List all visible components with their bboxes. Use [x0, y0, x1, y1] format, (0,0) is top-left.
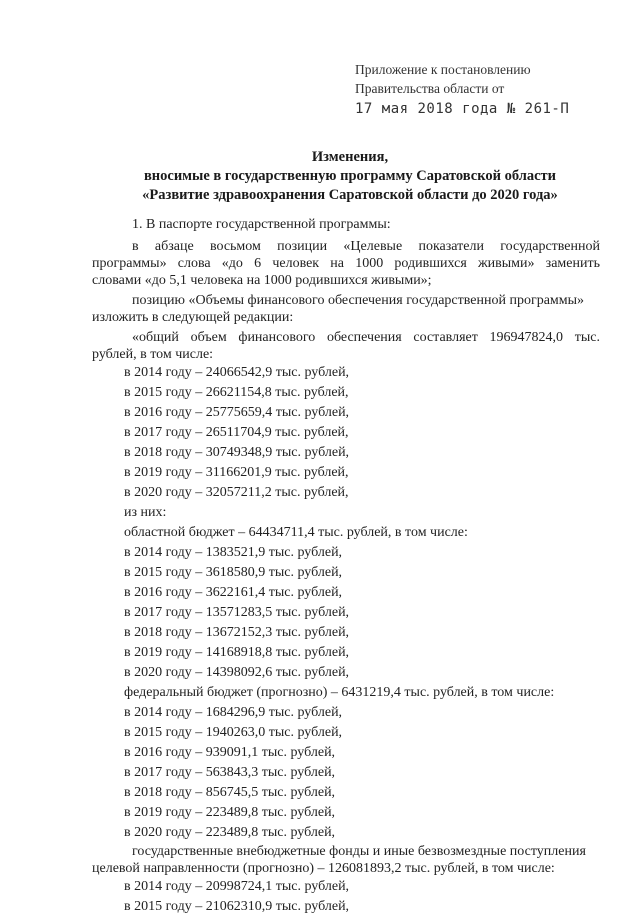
document-title	[60, 148, 640, 205]
title-line-3: «Развитие здравоохранения Саратовской области до 2020 года»	[142, 187, 558, 203]
paragraph-line: целевой направленности (прогнозно) – 126081893,2 тыс. рублей, в том числе:	[92, 861, 555, 876]
list-item: в 2015 году – 21062310,9 тыс. рублей,	[124, 899, 350, 914]
paragraph-line: позицию «Объемы финансового обеспечения государственной программы»	[132, 293, 585, 308]
title-line-2: вносимые в государственную программу Саратовской области	[143, 168, 557, 184]
list-item: в 2017 году – 13571283,5 тыс. рублей,	[124, 605, 350, 620]
list-item: в 2017 году – 26511704,9 тыс. рублей,	[124, 425, 349, 440]
list-item: в 2014 году – 20998724,1 тыс. рублей,	[124, 879, 350, 894]
list-item: в 2016 году – 25775659,4 тыс. рублей,	[124, 405, 350, 420]
list-item: в 2015 году – 26621154,8 тыс. рублей,	[124, 385, 349, 400]
list-item: в 2019 году – 223489,8 тыс. рублей,	[124, 805, 336, 820]
appendix-decree-line: 17 мая 2018 года № 261-П	[355, 101, 570, 117]
paragraph-line: программы» слова «до 6 человек на 1000 родившихся живыми» заменить	[92, 256, 600, 271]
paragraph-line: в абзаце восьмом позиции «Целевые показатели государственной	[132, 239, 600, 254]
paragraph-line: «общий объем финансового обеспечения составляет 196947824,0 тыс.	[132, 330, 600, 345]
appendix-line-2: Правительства области от	[355, 81, 505, 96]
paragraph-line: изложить в следующей редакции:	[92, 310, 294, 325]
appendix-line-1: Приложение к постановлению	[355, 62, 531, 77]
list-item: в 2015 году – 3618580,9 тыс. рублей,	[124, 565, 343, 580]
appendix-header	[355, 60, 569, 119]
list-item: в 2020 году – 32057211,2 тыс. рублей,	[124, 485, 349, 500]
list-item: в 2014 году – 1383521,9 тыс. рублей,	[124, 545, 343, 560]
list-item: в 2018 году – 30749348,9 тыс. рублей,	[124, 445, 350, 460]
list-item: в 2015 году – 1940263,0 тыс. рублей,	[124, 725, 343, 740]
list-item: в 2018 году – 856745,5 тыс. рублей,	[124, 785, 336, 800]
list-item: в 2018 году – 13672152,3 тыс. рублей,	[124, 625, 350, 640]
paragraph-line: рублей, в том числе:	[92, 347, 214, 362]
list-item: в 2019 году – 31166201,9 тыс. рублей,	[124, 465, 349, 480]
title-line-1: Изменения,	[311, 149, 389, 165]
document-body	[92, 215, 600, 917]
list-item: в 2016 году – 3622161,4 тыс. рублей,	[124, 585, 343, 600]
list-item: в 2016 году – 939091,1 тыс. рублей,	[124, 745, 336, 760]
paragraph-line: государственные внебюджетные фонды и иные безвозмездные поступления	[132, 844, 586, 859]
section-heading: 1. В паспорте государственной программы:	[132, 217, 391, 232]
paragraph-line: словами «до 5,1 человека на 1000 родившихся живыми»;	[92, 273, 432, 288]
list-item: в 2014 году – 24066542,9 тыс. рублей,	[124, 365, 350, 380]
list-item: в 2017 году – 563843,3 тыс. рублей,	[124, 765, 336, 780]
paragraph-line: федеральный бюджет (прогнозно) – 6431219,4 тыс. рублей, в том числе:	[124, 685, 555, 700]
list-item: в 2019 году – 14168918,8 тыс. рублей,	[124, 645, 350, 660]
list-item: в 2020 году – 14398092,6 тыс. рублей,	[124, 665, 350, 680]
list-item: в 2020 году – 223489,8 тыс. рублей,	[124, 825, 336, 840]
paragraph-line: областной бюджет – 64434711,4 тыс. рублей, в том числе:	[124, 525, 468, 540]
paragraph-line: из них:	[124, 505, 167, 520]
list-item: в 2014 году – 1684296,9 тыс. рублей,	[124, 705, 343, 720]
